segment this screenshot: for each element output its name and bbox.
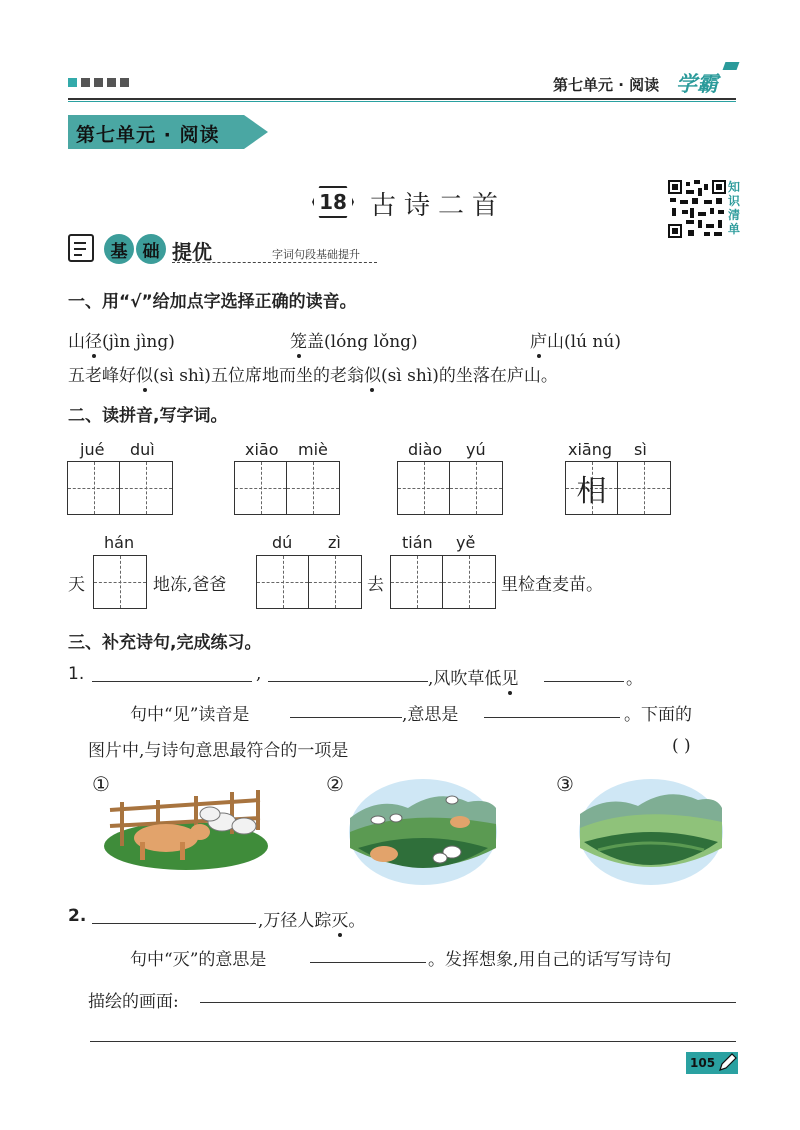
notebook-pencil-icon [68,234,94,262]
sub-section-note: 字词句段基础提升 [272,248,360,261]
header-divider [68,98,736,100]
q3-blank-line-1[interactable] [92,664,252,682]
writing-cell[interactable] [566,462,618,514]
q3-answer-line-1[interactable] [200,985,736,1003]
pinyin-du: dú [272,533,293,552]
q1-item-2-options: 盖(lóng lǒng) [307,332,418,352]
q3-item-1-question-a: 句中“见”读音是 [130,705,250,725]
pinyin-mie: miè [298,440,328,459]
sub-section-circle-1: 基 [104,234,134,264]
q1-sentence-part-a: 五老峰好 [68,366,136,386]
q1-sentence[interactable] [68,361,558,386]
writing-cell[interactable] [450,462,502,514]
q3-item-1-end: 。 [626,669,643,689]
lesson-number: 18 [319,190,347,214]
question-1-heading: 一、用“√”给加点字选择正确的读音。 [68,292,357,312]
q3-item-1-dotted: 见 [501,669,519,689]
writing-cell[interactable] [287,462,339,514]
q1-item-2-dotted: 笼 [290,332,307,352]
writing-cell[interactable] [391,556,443,608]
pinyin-diao: diào [408,440,443,459]
given-character: 相 [576,474,607,509]
sentence-word-end: 里检查麦苗。 [501,575,603,595]
q3-item-1-question-c: 。下面的 [624,705,692,725]
q3-blank-line-4[interactable] [92,906,256,924]
header-decoration [68,78,129,87]
writing-cell[interactable] [120,462,172,514]
q1-sentence-part-c: (sì shì)的坐落在庐山。 [380,366,558,386]
q3-item-2-text-part: ,万径人踪 [258,911,332,931]
sentence-word-didong: 地冻,爸爸 [153,575,227,595]
q3-item-1-question-line2: 图片中,与诗句意思最符合的一项是 [88,741,349,761]
writing-cell[interactable] [443,556,495,608]
picture-label-1: ① [92,772,110,796]
header-brand: 学霸 [676,72,718,96]
picture-label-2: ② [326,772,344,796]
q3-item-1-text-part: ,风吹草低 [428,669,502,689]
q1-sentence-part-b: (sì shì)五位席地而坐的老翁 [153,366,364,386]
writing-grid-han[interactable] [93,555,147,609]
sub-section-underline [172,262,377,263]
picture-option-3[interactable] [578,778,724,886]
picture-option-2[interactable] [348,778,498,886]
q3-item-2-end: 。 [348,911,366,931]
q3-item-1-number: 1. [68,664,85,684]
pinyin-yu: yú [466,440,486,459]
question-2-heading: 二、读拼音,写字词。 [68,406,228,426]
q3-item-2-question-a: 句中“灭”的意思是 [130,950,267,970]
qr-label: 知识清单 [728,180,741,236]
header-unit-label: 第七单元 · 阅读 [553,76,660,94]
writing-grid-tian-ye[interactable] [390,555,496,609]
graduation-cap-icon [723,62,740,70]
q3-blank-meaning[interactable] [484,700,620,718]
writing-cell[interactable] [235,462,287,514]
q3-item-2-question-line2: 描绘的画面: [88,992,179,1012]
q3-item-2-number: 2. [68,906,87,926]
writing-cell[interactable] [398,462,450,514]
q1-item-3-dotted: 庐 [530,332,547,352]
q3-blank-mie-meaning[interactable] [310,945,426,963]
pinyin-xiang: xiāng [568,440,613,459]
question-3-heading: 三、补充诗句,完成练习。 [68,633,262,653]
writing-grid-diao-yu[interactable] [397,461,503,515]
q1-sentence-dotted-1: 似 [136,366,153,386]
writing-cell[interactable] [618,462,670,514]
q1-item-1-options: (jìn jìng) [102,332,175,352]
q3-item-2-dotted: 灭 [331,911,349,931]
writing-grid-xiao-mie[interactable] [234,461,340,515]
q3-answer-line-2[interactable] [90,1024,736,1042]
writing-cell[interactable] [68,462,120,514]
header-divider-accent [68,101,736,102]
pinyin-dui: duì [130,440,155,459]
q3-item-1-question-b: ,意思是 [402,705,459,725]
q1-item-1-dotted: 径 [85,332,102,352]
q3-item-2-question-b: 。发挥想象,用自己的话写写诗句 [428,950,672,970]
writing-grid-jue-dui[interactable] [67,461,173,515]
writing-grid-xiang-si[interactable] [565,461,671,515]
pinyin-zi: zì [328,533,341,552]
sentence-word-tian: 天 [68,575,85,595]
q1-sentence-dotted-2: 似 [363,366,381,386]
pinyin-si: sì [634,440,647,459]
q3-item-2-text [258,906,365,931]
q3-blank-line-2[interactable] [268,664,428,682]
q1-item-1[interactable] [68,327,175,352]
pinyin-jue: jué [80,440,105,459]
writing-grid-du-zi[interactable] [256,555,362,609]
q1-item-3-options: 山(lú nú) [547,332,621,352]
sub-section-title: 提优 [172,240,212,264]
qr-code-icon[interactable] [668,180,726,238]
q1-item-3[interactable] [530,327,621,352]
q3-comma: , [256,664,262,684]
q3-blank-line-3[interactable] [544,664,624,682]
picture-option-1[interactable] [100,780,270,872]
q3-item-1-text [428,664,518,689]
lesson-title: 古诗二首 [370,191,507,221]
writing-cell[interactable] [94,556,146,608]
writing-cell[interactable] [257,556,309,608]
sentence-word-qu: 去 [367,575,384,595]
q3-answer-paren[interactable]: ( ) [672,736,691,756]
picture-label-3: ③ [556,772,574,796]
writing-cell[interactable] [309,556,361,608]
q1-item-1-pre: 山 [68,332,85,352]
sub-section-circle-2: 础 [136,234,166,264]
page-number: 105 [686,1052,738,1074]
pinyin-han: hán [104,533,135,552]
q1-item-2[interactable] [290,327,418,352]
pinyin-ye: yě [456,533,476,552]
pinyin-tian: tián [402,533,433,552]
pencil-icon [716,1052,738,1074]
pinyin-xiao: xiāo [245,440,279,459]
section-banner-title: 第七单元 · 阅读 [76,124,220,146]
q3-blank-reading[interactable] [290,700,402,718]
